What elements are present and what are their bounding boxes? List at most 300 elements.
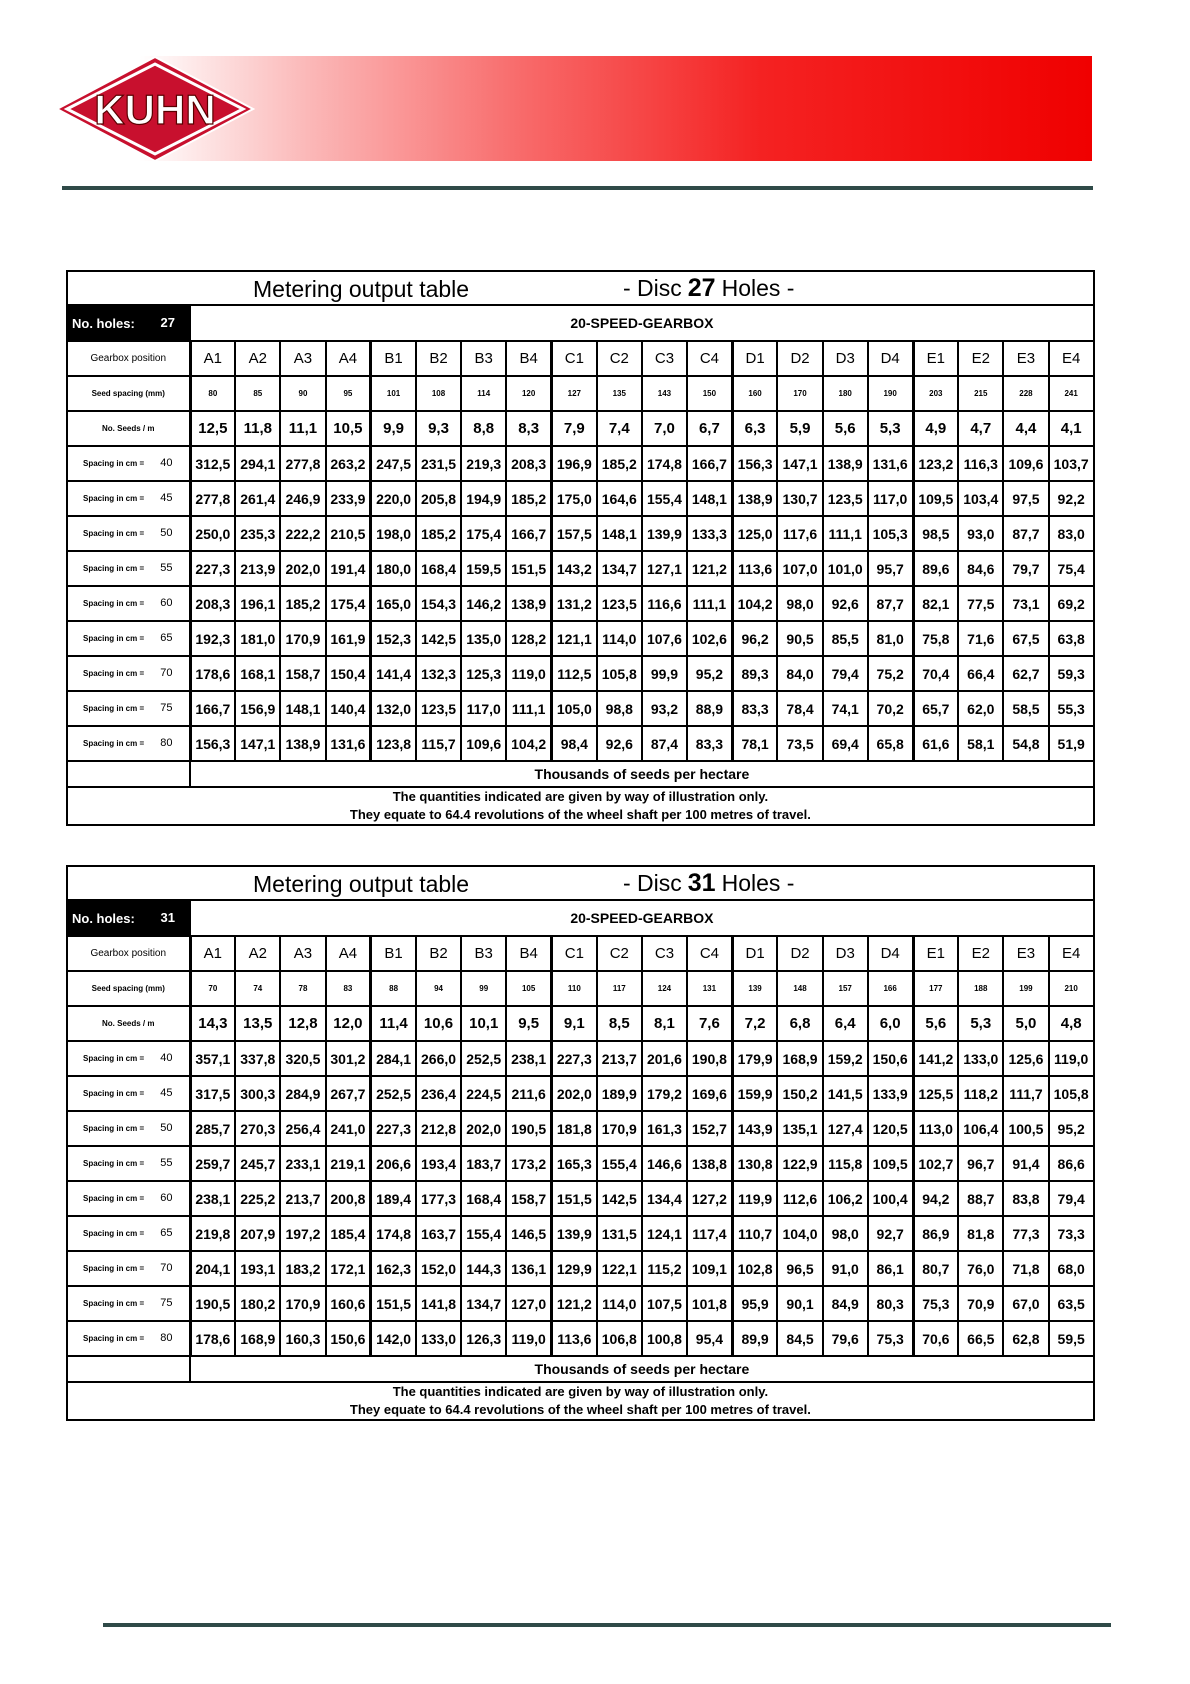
value-cell: 261,4 bbox=[235, 481, 280, 516]
gearbox-position-cell: C4 bbox=[687, 341, 732, 376]
spacing-label bbox=[67, 656, 190, 691]
value-cell: 219,8 bbox=[190, 1216, 235, 1251]
title-text: Metering output table bbox=[253, 276, 470, 302]
value-cell: 134,4 bbox=[642, 1181, 687, 1216]
spacing-prefix: Spacing in cm = bbox=[83, 459, 145, 468]
value-cell: 62,8 bbox=[1003, 1321, 1048, 1356]
seed-spacing-cell: 88 bbox=[371, 971, 416, 1006]
value-cell: 95,2 bbox=[687, 656, 732, 691]
value-cell: 202,0 bbox=[552, 1076, 597, 1111]
value-cell: 119,0 bbox=[506, 656, 551, 691]
value-cell: 183,7 bbox=[461, 1146, 506, 1181]
spacing-value: 55 bbox=[160, 562, 173, 574]
holes-number: 31 bbox=[687, 869, 716, 897]
value-cell: 112,6 bbox=[777, 1181, 822, 1216]
spacing-label bbox=[67, 1181, 190, 1216]
value-cell: 84,5 bbox=[777, 1321, 822, 1356]
value-cell: 93,0 bbox=[958, 516, 1003, 551]
value-cell: 125,0 bbox=[732, 516, 777, 551]
value-cell: 114,0 bbox=[597, 1286, 642, 1321]
table-row bbox=[67, 1286, 1094, 1321]
seed-spacing-cell: 143 bbox=[642, 376, 687, 411]
value-cell: 54,8 bbox=[1003, 726, 1048, 761]
seeds-per-m-cell: 11,4 bbox=[371, 1006, 416, 1041]
seeds-per-m-cell: 6,4 bbox=[823, 1006, 868, 1041]
seed-spacing-cell: 80 bbox=[190, 376, 235, 411]
value-cell: 168,4 bbox=[461, 1181, 506, 1216]
seeds-per-m-cell: 4,8 bbox=[1049, 1006, 1094, 1041]
value-cell: 90,5 bbox=[777, 621, 822, 656]
value-cell: 142,0 bbox=[371, 1321, 416, 1356]
value-cell: 86,1 bbox=[868, 1251, 913, 1286]
value-cell: 169,6 bbox=[687, 1076, 732, 1111]
value-cell: 148,1 bbox=[687, 481, 732, 516]
value-cell: 174,8 bbox=[642, 446, 687, 481]
spacing-value: 40 bbox=[160, 1052, 173, 1064]
value-cell: 190,5 bbox=[506, 1111, 551, 1146]
gearbox-header: 20-SPEED-GEARBOX bbox=[190, 900, 1094, 936]
footer-rule bbox=[103, 1623, 1111, 1627]
spacing-value: 60 bbox=[160, 1192, 173, 1204]
value-cell: 66,4 bbox=[958, 656, 1003, 691]
table-row bbox=[67, 1076, 1094, 1111]
seeds-per-m-cell: 8,8 bbox=[461, 411, 506, 446]
value-cell: 193,4 bbox=[416, 1146, 461, 1181]
value-cell: 62,0 bbox=[958, 691, 1003, 726]
value-cell: 225,2 bbox=[235, 1181, 280, 1216]
value-cell: 101,8 bbox=[687, 1286, 732, 1321]
value-cell: 156,3 bbox=[190, 726, 235, 761]
value-cell: 320,5 bbox=[280, 1041, 325, 1076]
spacing-value: 80 bbox=[160, 1332, 173, 1344]
seed-spacing-cell: 199 bbox=[1003, 971, 1048, 1006]
value-cell: 211,6 bbox=[506, 1076, 551, 1111]
value-cell: 59,5 bbox=[1049, 1321, 1094, 1356]
spacing-value: 75 bbox=[160, 702, 173, 714]
value-cell: 157,5 bbox=[552, 516, 597, 551]
gearbox-position-cell: C2 bbox=[597, 341, 642, 376]
table-row bbox=[67, 726, 1094, 761]
value-cell: 154,3 bbox=[416, 586, 461, 621]
disc-holes-title bbox=[623, 869, 794, 898]
value-cell: 166,7 bbox=[190, 691, 235, 726]
value-cell: 179,9 bbox=[732, 1041, 777, 1076]
seed-spacing-label: Seed spacing (mm) bbox=[67, 376, 190, 411]
spacing-value: 70 bbox=[160, 1262, 173, 1274]
value-cell: 70,6 bbox=[913, 1321, 958, 1356]
value-cell: 123,5 bbox=[823, 481, 868, 516]
no-holes-label bbox=[67, 305, 190, 341]
value-cell: 151,5 bbox=[506, 551, 551, 586]
value-cell: 277,8 bbox=[280, 446, 325, 481]
seeds-per-m-cell: 9,9 bbox=[371, 411, 416, 446]
seeds-per-m-cell: 12,8 bbox=[280, 1006, 325, 1041]
value-cell: 170,9 bbox=[280, 1286, 325, 1321]
value-cell: 161,9 bbox=[326, 621, 371, 656]
spacing-value: 80 bbox=[160, 737, 173, 749]
seeds-per-m-cell: 12,0 bbox=[326, 1006, 371, 1041]
spacing-value: 65 bbox=[160, 1227, 173, 1239]
value-cell: 119,0 bbox=[506, 1321, 551, 1356]
spacing-prefix: Spacing in cm = bbox=[83, 1159, 145, 1168]
value-cell: 238,1 bbox=[506, 1041, 551, 1076]
seed-spacing-cell: 190 bbox=[868, 376, 913, 411]
value-cell: 67,0 bbox=[1003, 1286, 1048, 1321]
value-cell: 183,2 bbox=[280, 1251, 325, 1286]
value-cell: 227,3 bbox=[552, 1041, 597, 1076]
value-cell: 117,0 bbox=[461, 691, 506, 726]
value-cell: 160,6 bbox=[326, 1286, 371, 1321]
value-cell: 130,7 bbox=[777, 481, 822, 516]
value-cell: 200,8 bbox=[326, 1181, 371, 1216]
value-cell: 166,7 bbox=[506, 516, 551, 551]
value-cell: 205,8 bbox=[416, 481, 461, 516]
seeds-per-m-cell: 7,0 bbox=[642, 411, 687, 446]
spacing-prefix: Spacing in cm = bbox=[83, 1089, 145, 1098]
value-cell: 201,6 bbox=[642, 1041, 687, 1076]
value-cell: 165,0 bbox=[371, 586, 416, 621]
value-cell: 87,4 bbox=[642, 726, 687, 761]
gearbox-position-cell: A1 bbox=[190, 936, 235, 971]
value-cell: 267,7 bbox=[326, 1076, 371, 1111]
disc-prefix: - Disc bbox=[623, 275, 682, 301]
table-row bbox=[67, 1111, 1094, 1146]
value-cell: 235,3 bbox=[235, 516, 280, 551]
value-cell: 109,5 bbox=[868, 1146, 913, 1181]
value-cell: 106,4 bbox=[958, 1111, 1003, 1146]
spacing-label bbox=[67, 1286, 190, 1321]
no-holes-label bbox=[67, 900, 190, 936]
table-row bbox=[67, 481, 1094, 516]
value-cell: 121,1 bbox=[552, 621, 597, 656]
value-cell: 190,5 bbox=[190, 1286, 235, 1321]
seed-spacing-cell: 188 bbox=[958, 971, 1003, 1006]
value-cell: 250,0 bbox=[190, 516, 235, 551]
value-cell: 133,0 bbox=[958, 1041, 1003, 1076]
gearbox-position-cell: D4 bbox=[868, 341, 913, 376]
value-cell: 81,0 bbox=[868, 621, 913, 656]
seeds-per-m-cell: 6,7 bbox=[687, 411, 732, 446]
gearbox-position-cell: B3 bbox=[461, 341, 506, 376]
value-cell: 70,2 bbox=[868, 691, 913, 726]
seed-spacing-cell: 101 bbox=[371, 376, 416, 411]
value-cell: 118,2 bbox=[958, 1076, 1003, 1111]
value-cell: 115,8 bbox=[823, 1146, 868, 1181]
value-cell: 92,6 bbox=[597, 726, 642, 761]
seeds-per-m-cell: 4,7 bbox=[958, 411, 1003, 446]
seed-spacing-cell: 210 bbox=[1049, 971, 1094, 1006]
value-cell: 98,0 bbox=[823, 1216, 868, 1251]
value-cell: 129,9 bbox=[552, 1251, 597, 1286]
value-cell: 284,9 bbox=[280, 1076, 325, 1111]
value-cell: 213,7 bbox=[280, 1181, 325, 1216]
value-cell: 159,5 bbox=[461, 551, 506, 586]
value-cell: 104,2 bbox=[732, 586, 777, 621]
value-cell: 125,3 bbox=[461, 656, 506, 691]
value-cell: 100,8 bbox=[642, 1321, 687, 1356]
value-cell: 75,3 bbox=[868, 1321, 913, 1356]
value-cell: 156,9 bbox=[235, 691, 280, 726]
disc-prefix: - Disc bbox=[623, 870, 682, 896]
seeds-per-m-cell: 9,3 bbox=[416, 411, 461, 446]
spacing-label bbox=[67, 1216, 190, 1251]
value-cell: 113,0 bbox=[913, 1111, 958, 1146]
seeds-per-m-cell: 5,0 bbox=[1003, 1006, 1048, 1041]
spacing-label bbox=[67, 446, 190, 481]
value-cell: 219,1 bbox=[326, 1146, 371, 1181]
gearbox-position-cell: C3 bbox=[642, 936, 687, 971]
seeds-per-m-cell: 10,5 bbox=[326, 411, 371, 446]
value-cell: 155,4 bbox=[461, 1216, 506, 1251]
value-cell: 285,7 bbox=[190, 1111, 235, 1146]
seeds-per-m-cell: 10,6 bbox=[416, 1006, 461, 1041]
spacing-label bbox=[67, 1041, 190, 1076]
value-cell: 140,4 bbox=[326, 691, 371, 726]
value-cell: 138,9 bbox=[823, 446, 868, 481]
value-cell: 71,8 bbox=[1003, 1251, 1048, 1286]
value-cell: 138,8 bbox=[687, 1146, 732, 1181]
metering-table-2 bbox=[66, 865, 1095, 1421]
value-cell: 90,1 bbox=[777, 1286, 822, 1321]
value-cell: 119,9 bbox=[732, 1181, 777, 1216]
footer-blank bbox=[67, 761, 190, 787]
value-cell: 133,9 bbox=[868, 1076, 913, 1111]
spacing-value: 70 bbox=[160, 667, 173, 679]
spacing-label bbox=[67, 726, 190, 761]
value-cell: 104,0 bbox=[777, 1216, 822, 1251]
value-cell: 219,3 bbox=[461, 446, 506, 481]
value-cell: 143,2 bbox=[552, 551, 597, 586]
seeds-per-m-cell: 4,1 bbox=[1049, 411, 1094, 446]
seeds-per-m-cell: 5,3 bbox=[958, 1006, 1003, 1041]
value-cell: 79,4 bbox=[1049, 1181, 1094, 1216]
seed-spacing-cell: 160 bbox=[732, 376, 777, 411]
no-holes-text: No. holes: bbox=[72, 315, 135, 331]
seed-spacing-cell: 94 bbox=[416, 971, 461, 1006]
value-cell: 61,6 bbox=[913, 726, 958, 761]
seed-spacing-cell: 99 bbox=[461, 971, 506, 1006]
value-cell: 80,3 bbox=[868, 1286, 913, 1321]
value-cell: 337,8 bbox=[235, 1041, 280, 1076]
value-cell: 127,2 bbox=[687, 1181, 732, 1216]
seed-spacing-cell: 166 bbox=[868, 971, 913, 1006]
value-cell: 91,0 bbox=[823, 1251, 868, 1286]
value-cell: 131,2 bbox=[552, 586, 597, 621]
value-cell: 190,8 bbox=[687, 1041, 732, 1076]
value-cell: 79,4 bbox=[823, 656, 868, 691]
spacing-label bbox=[67, 1076, 190, 1111]
value-cell: 83,0 bbox=[1049, 516, 1094, 551]
value-cell: 159,2 bbox=[823, 1041, 868, 1076]
value-cell: 65,7 bbox=[913, 691, 958, 726]
value-cell: 263,2 bbox=[326, 446, 371, 481]
value-cell: 141,8 bbox=[416, 1286, 461, 1321]
value-cell: 146,2 bbox=[461, 586, 506, 621]
value-cell: 148,1 bbox=[597, 516, 642, 551]
value-cell: 123,8 bbox=[371, 726, 416, 761]
spacing-label bbox=[67, 691, 190, 726]
value-cell: 74,1 bbox=[823, 691, 868, 726]
value-cell: 116,6 bbox=[642, 586, 687, 621]
value-cell: 142,5 bbox=[416, 621, 461, 656]
value-cell: 123,2 bbox=[913, 446, 958, 481]
value-cell: 277,8 bbox=[190, 481, 235, 516]
note-line-1: The quantities indicated are given by way of illustration only. bbox=[392, 789, 769, 804]
value-cell: 185,2 bbox=[280, 586, 325, 621]
seeds-per-m-cell: 7,9 bbox=[552, 411, 597, 446]
value-cell: 150,6 bbox=[868, 1041, 913, 1076]
value-cell: 62,7 bbox=[1003, 656, 1048, 691]
no-holes-value: 27 bbox=[160, 315, 175, 330]
value-cell: 317,5 bbox=[190, 1076, 235, 1111]
value-cell: 77,5 bbox=[958, 586, 1003, 621]
value-cell: 78,1 bbox=[732, 726, 777, 761]
value-cell: 84,9 bbox=[823, 1286, 868, 1321]
seed-spacing-cell: 177 bbox=[913, 971, 958, 1006]
value-cell: 75,3 bbox=[913, 1286, 958, 1321]
value-cell: 84,0 bbox=[777, 656, 822, 691]
value-cell: 127,1 bbox=[642, 551, 687, 586]
table-row bbox=[67, 1146, 1094, 1181]
value-cell: 86,9 bbox=[913, 1216, 958, 1251]
table-row bbox=[67, 1321, 1094, 1356]
value-cell: 104,2 bbox=[506, 726, 551, 761]
spacing-prefix: Spacing in cm = bbox=[83, 1299, 145, 1308]
gearbox-position-cell: D2 bbox=[777, 936, 822, 971]
value-cell: 95,7 bbox=[868, 551, 913, 586]
value-cell: 252,5 bbox=[371, 1076, 416, 1111]
value-cell: 98,5 bbox=[913, 516, 958, 551]
seeds-per-m-cell: 11,8 bbox=[235, 411, 280, 446]
value-cell: 160,3 bbox=[280, 1321, 325, 1356]
gearbox-position-cell: D3 bbox=[823, 936, 868, 971]
holes-suffix: Holes - bbox=[721, 275, 795, 301]
seed-spacing-cell: 90 bbox=[280, 376, 325, 411]
value-cell: 175,4 bbox=[461, 516, 506, 551]
value-cell: 139,9 bbox=[642, 516, 687, 551]
value-cell: 151,5 bbox=[552, 1181, 597, 1216]
value-cell: 312,5 bbox=[190, 446, 235, 481]
value-cell: 109,6 bbox=[1003, 446, 1048, 481]
seeds-per-m-cell: 10,1 bbox=[461, 1006, 506, 1041]
seed-spacing-cell: 83 bbox=[326, 971, 371, 1006]
value-cell: 213,7 bbox=[597, 1041, 642, 1076]
spacing-prefix: Spacing in cm = bbox=[83, 739, 145, 748]
value-cell: 106,2 bbox=[823, 1181, 868, 1216]
value-cell: 162,3 bbox=[371, 1251, 416, 1286]
value-cell: 141,4 bbox=[371, 656, 416, 691]
value-cell: 75,8 bbox=[913, 621, 958, 656]
seed-spacing-cell: 139 bbox=[732, 971, 777, 1006]
spacing-prefix: Spacing in cm = bbox=[83, 1124, 145, 1133]
value-cell: 117,4 bbox=[687, 1216, 732, 1251]
spacing-value: 55 bbox=[160, 1157, 173, 1169]
value-cell: 75,2 bbox=[868, 656, 913, 691]
illustration-note bbox=[67, 787, 1094, 825]
seeds-per-m-cell: 5,6 bbox=[823, 411, 868, 446]
value-cell: 163,7 bbox=[416, 1216, 461, 1251]
value-cell: 170,9 bbox=[597, 1111, 642, 1146]
seeds-per-m-cell: 5,3 bbox=[868, 411, 913, 446]
value-cell: 172,1 bbox=[326, 1251, 371, 1286]
value-cell: 231,5 bbox=[416, 446, 461, 481]
spacing-prefix: Spacing in cm = bbox=[83, 1054, 145, 1063]
header-rule bbox=[62, 186, 1093, 190]
spacing-prefix: Spacing in cm = bbox=[83, 669, 145, 678]
seed-spacing-cell: 228 bbox=[1003, 376, 1048, 411]
table-row bbox=[67, 446, 1094, 481]
note-line-2: They equate to 64.4 revolutions of the wheel shaft per 100 metres of travel. bbox=[349, 1402, 811, 1417]
spacing-prefix: Spacing in cm = bbox=[83, 1229, 145, 1238]
seed-spacing-cell: 170 bbox=[777, 376, 822, 411]
value-cell: 168,4 bbox=[416, 551, 461, 586]
value-cell: 189,4 bbox=[371, 1181, 416, 1216]
value-cell: 110,7 bbox=[732, 1216, 777, 1251]
value-cell: 168,1 bbox=[235, 656, 280, 691]
value-cell: 120,5 bbox=[868, 1111, 913, 1146]
value-cell: 73,5 bbox=[777, 726, 822, 761]
value-cell: 114,0 bbox=[597, 621, 642, 656]
value-cell: 89,9 bbox=[732, 1321, 777, 1356]
value-cell: 207,9 bbox=[235, 1216, 280, 1251]
seeds-per-m-cell: 7,6 bbox=[687, 1006, 732, 1041]
value-cell: 126,3 bbox=[461, 1321, 506, 1356]
spacing-value: 40 bbox=[160, 457, 173, 469]
seed-spacing-cell: 95 bbox=[326, 376, 371, 411]
value-cell: 117,6 bbox=[777, 516, 822, 551]
value-cell: 236,4 bbox=[416, 1076, 461, 1111]
metering-table-1 bbox=[66, 270, 1095, 826]
value-cell: 241,0 bbox=[326, 1111, 371, 1146]
value-cell: 142,5 bbox=[597, 1181, 642, 1216]
logo-text: KUHN bbox=[94, 86, 216, 133]
value-cell: 77,3 bbox=[1003, 1216, 1048, 1251]
seeds-per-m-cell: 5,9 bbox=[777, 411, 822, 446]
value-cell: 300,3 bbox=[235, 1076, 280, 1111]
value-cell: 197,2 bbox=[280, 1216, 325, 1251]
value-cell: 259,7 bbox=[190, 1146, 235, 1181]
value-cell: 99,9 bbox=[642, 656, 687, 691]
no-holes-value: 31 bbox=[160, 910, 175, 925]
table-row bbox=[67, 1181, 1094, 1216]
spacing-label bbox=[67, 1111, 190, 1146]
value-cell: 79,6 bbox=[823, 1321, 868, 1356]
value-cell: 69,2 bbox=[1049, 586, 1094, 621]
value-cell: 97,5 bbox=[1003, 481, 1048, 516]
spacing-value: 65 bbox=[160, 632, 173, 644]
value-cell: 210,5 bbox=[326, 516, 371, 551]
value-cell: 87,7 bbox=[868, 586, 913, 621]
value-cell: 92,6 bbox=[823, 586, 868, 621]
value-cell: 100,4 bbox=[868, 1181, 913, 1216]
value-cell: 105,0 bbox=[552, 691, 597, 726]
value-cell: 63,5 bbox=[1049, 1286, 1094, 1321]
spacing-value: 50 bbox=[160, 527, 173, 539]
value-cell: 227,3 bbox=[371, 1111, 416, 1146]
gearbox-position-cell: D3 bbox=[823, 341, 868, 376]
spacing-value: 45 bbox=[160, 492, 173, 504]
value-cell: 59,3 bbox=[1049, 656, 1094, 691]
value-cell: 294,1 bbox=[235, 446, 280, 481]
gearbox-position-cell: B2 bbox=[416, 936, 461, 971]
gearbox-position-cell: C4 bbox=[687, 936, 732, 971]
table-row bbox=[67, 656, 1094, 691]
value-cell: 245,7 bbox=[235, 1146, 280, 1181]
spacing-label bbox=[67, 586, 190, 621]
value-cell: 138,9 bbox=[506, 586, 551, 621]
gearbox-position-cell: A2 bbox=[235, 936, 280, 971]
table-row bbox=[67, 621, 1094, 656]
